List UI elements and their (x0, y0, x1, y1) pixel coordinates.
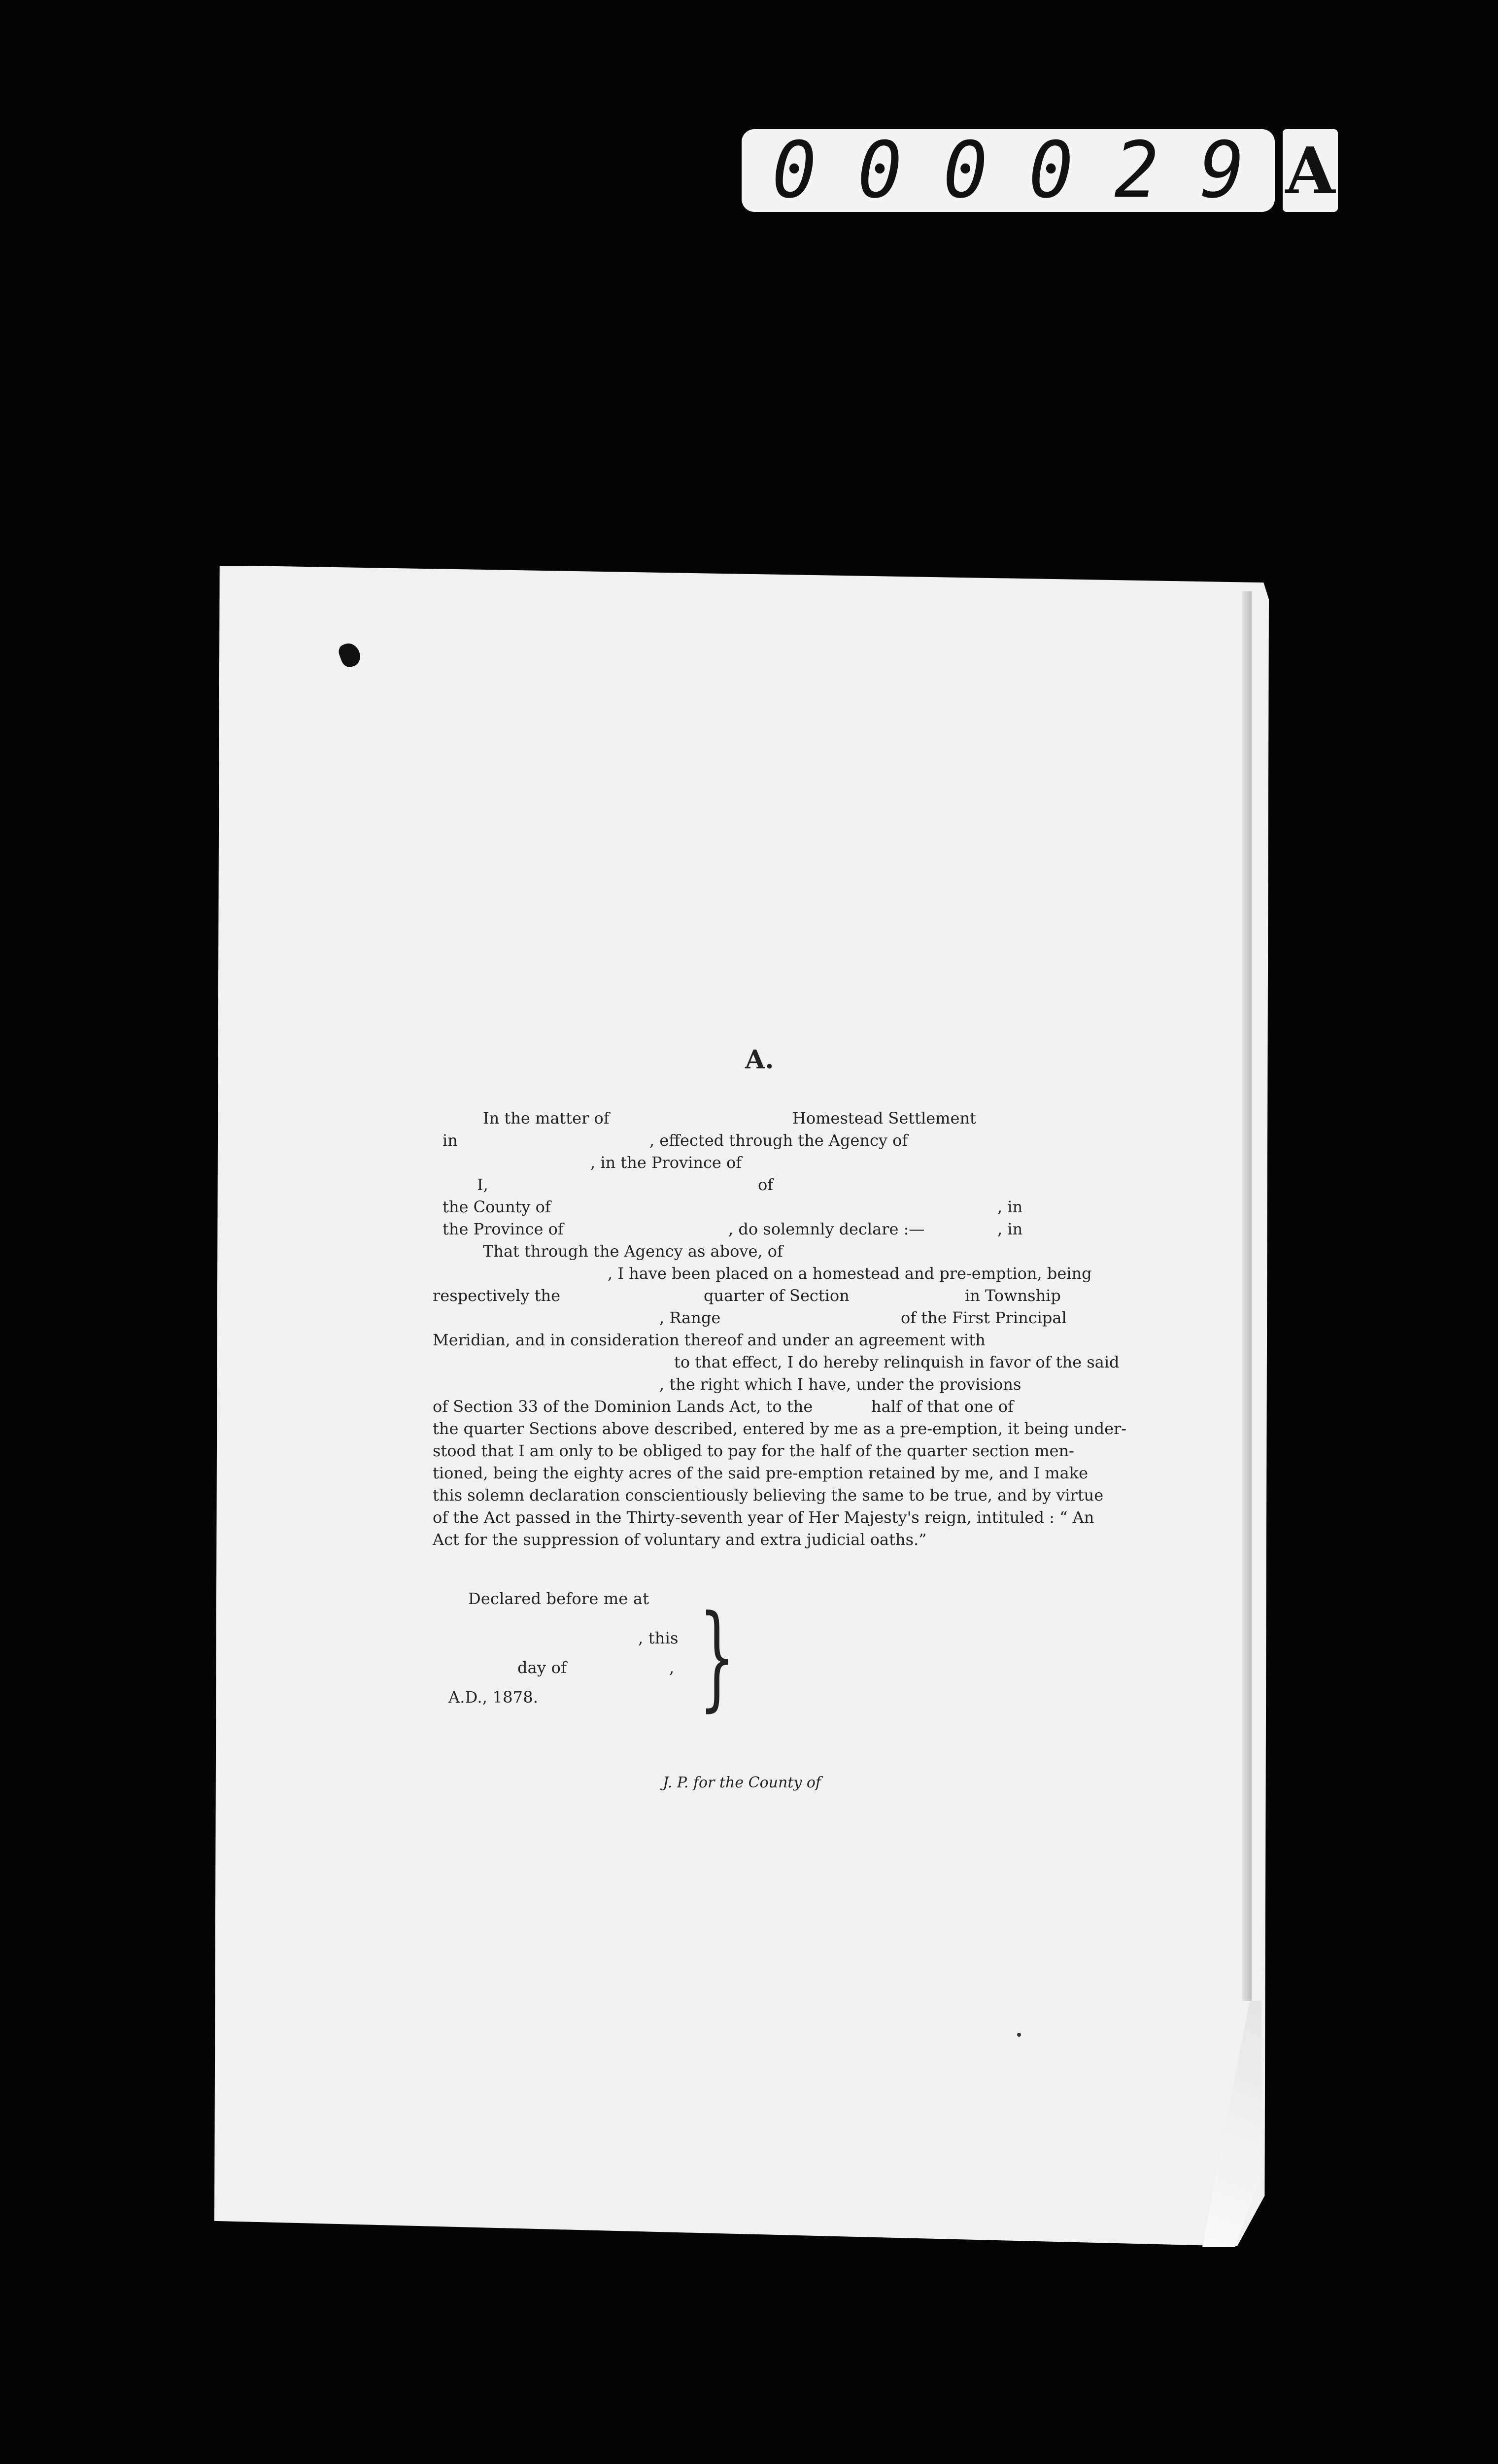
declaration-line (438, 1353, 1120, 1375)
declaration-line-text: of the First Principal (901, 1308, 1067, 1327)
declaration-line-text: , do solemnly declare :— (728, 1220, 925, 1238)
declaration-line (438, 1175, 1058, 1198)
frame-number-counter (742, 125, 1275, 216)
declaration-line-text: in (443, 1131, 458, 1150)
declaration-line-text: That through the Agency as above, of (483, 1242, 783, 1261)
declaration-line-text: the quarter Sections above described, entered by me as a pre-emption, it being under- (433, 1419, 1127, 1438)
this-label: , this (638, 1629, 679, 1647)
declaration-line-text: , in (997, 1198, 1023, 1216)
declaration-line-text: , Range (659, 1308, 721, 1327)
curly-brace: } (699, 1591, 735, 1723)
declaration-line-text: Homestead Settlement (792, 1109, 976, 1128)
declaration-line (433, 1464, 1088, 1486)
declaration-line-text: stood that I am only to be obliged to pay for the half of the quarter section men- (433, 1441, 1074, 1460)
declaration-line-text: half of that one of (871, 1397, 1014, 1416)
declaration-text (433, 1109, 1127, 1552)
declaration-line-text: quarter of Section (704, 1286, 850, 1305)
frame-digit: 0 (772, 125, 817, 216)
declaration-line (433, 1508, 1094, 1530)
declaration-line-text: , in the Province of (590, 1153, 742, 1172)
declaration-line-text: , the right which I have, under the provisions (659, 1375, 1021, 1394)
declaration-line-text: of Section 33 of the Dominion Lands Act, to the (433, 1397, 813, 1416)
declaration-line-text: the County of (443, 1198, 551, 1216)
declaration-line-text: , effected through the Agency of (649, 1131, 908, 1150)
declaration-line-text: the Province of (443, 1220, 564, 1238)
declaration-line (433, 1331, 1058, 1353)
declaration-line-text: I, (477, 1175, 488, 1194)
declaration-line (438, 1308, 1067, 1331)
declaration-line (433, 1419, 1127, 1441)
declaration-line-text: respectively the (433, 1286, 560, 1305)
frame-digit: 0 (1028, 125, 1073, 216)
declaration-line (433, 1530, 1058, 1552)
declaration-line (438, 1375, 1058, 1397)
frame-letter: A (1283, 129, 1338, 212)
declaration-line (433, 1397, 1058, 1419)
day-of-label: day of (517, 1658, 567, 1677)
frame-digit: 0 (857, 125, 902, 216)
declaration-line-text: , I have been placed on a homestead and pre-emption, being (608, 1264, 1092, 1283)
declaration-line (433, 1286, 1061, 1308)
declaration-line (438, 1131, 1058, 1153)
jp-county-label: J. P. for the County of (663, 1774, 821, 1791)
declaration-line-text: in Township (965, 1286, 1061, 1305)
declaration-line-text: Meridian, and in consideration thereof and under an agreement with (433, 1331, 986, 1349)
declaration-line-text: In the matter of (483, 1109, 610, 1128)
declared-before-label: Declared before me at (468, 1589, 649, 1608)
declaration-line-text: Act for the suppression of voluntary and extra judicial oaths.” (433, 1530, 927, 1549)
frame-digit: 2 (1114, 125, 1159, 216)
declaration-line-text: tioned, being the eighty acres of the said pre-emption retained by me, and I make (433, 1464, 1088, 1482)
declaration-line (438, 1198, 1058, 1220)
sheet-edge-shadow (1242, 591, 1252, 2001)
year-label: A.D., 1878. (448, 1688, 539, 1707)
document-heading: A. (745, 1045, 774, 1075)
declaration-line (438, 1109, 1058, 1131)
declaration-line-text: of the Act passed in the Thirty-seventh year of Her Majesty's reign, intituled : “ An (433, 1508, 1094, 1527)
frame-digit: 9 (1199, 125, 1245, 216)
comma-label: , (669, 1658, 675, 1677)
declaration-line (438, 1242, 1058, 1264)
paper-mark (1017, 2033, 1021, 2037)
declaration-line-text: of (758, 1175, 774, 1194)
frame-digit: 0 (943, 125, 988, 216)
declaration-line-text: , in (997, 1220, 1023, 1238)
declaration-line (433, 1486, 1104, 1508)
declaration-line (438, 1264, 1092, 1286)
declaration-line (433, 1441, 1074, 1464)
declaration-line-text: this solemn declaration conscientiously believing the same to be true, and by virtue (433, 1486, 1104, 1505)
declaration-line-text: to that effect, I do hereby relinquish in favor of the said (674, 1353, 1120, 1371)
declaration-line (438, 1220, 1058, 1242)
declaration-line (438, 1153, 1058, 1175)
